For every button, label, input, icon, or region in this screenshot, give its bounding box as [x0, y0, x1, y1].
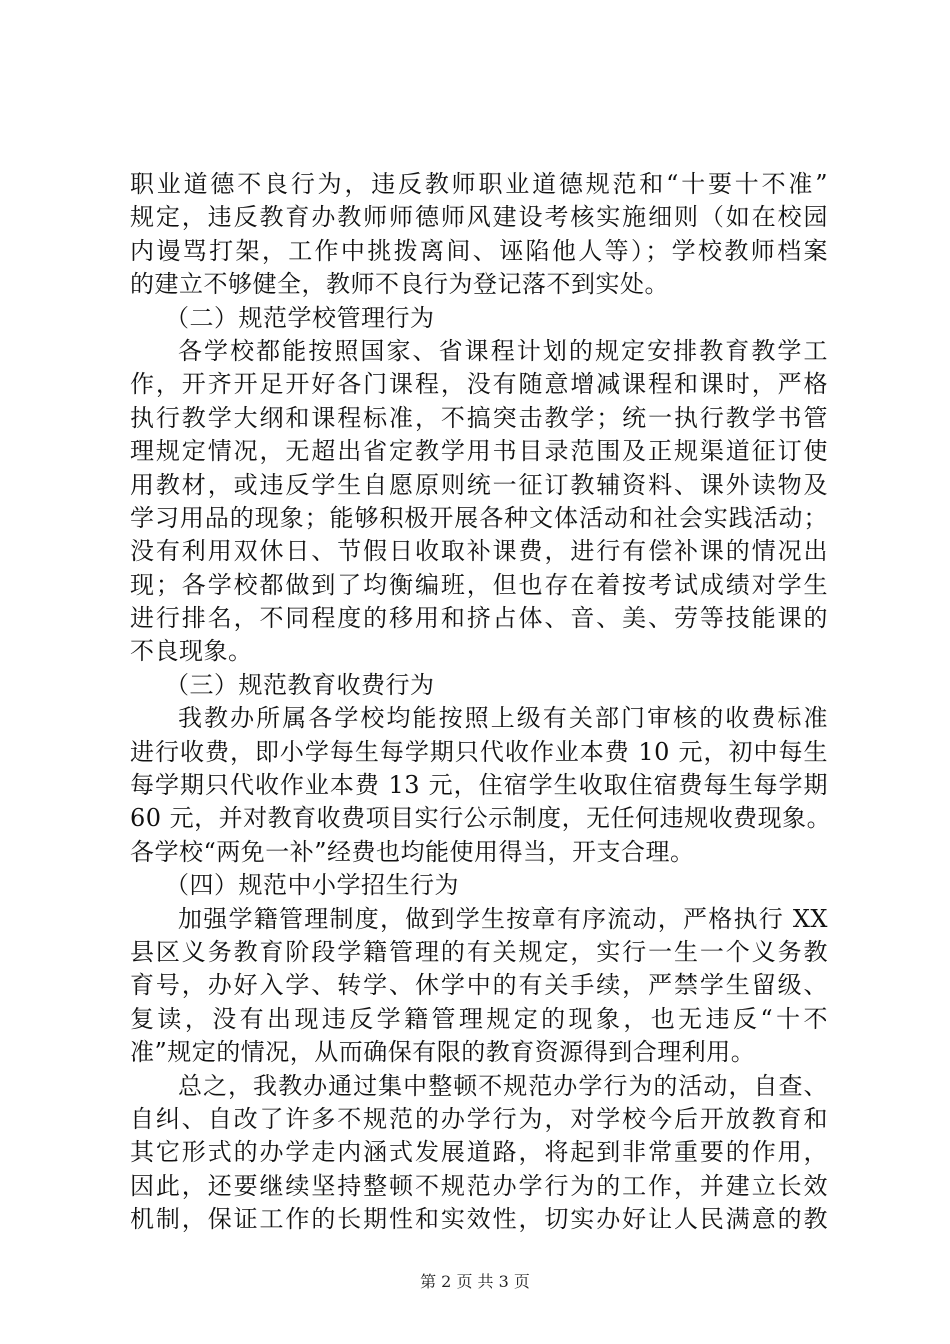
text-line: 没有利用双休日、节假日收取补课费，进行有偿补课的情况出: [130, 537, 828, 566]
section-heading: [130, 669, 828, 702]
paragraph: [130, 702, 832, 869]
paragraph: [130, 335, 828, 669]
text-line: 执行教学大纲和课程标准，不搞突击教学；统一执行教学书管: [130, 403, 828, 432]
text-line: 每学期只代收作业本费 13 元，住宿学生收取住宿费每生每学期: [130, 771, 828, 800]
text-line: 县区义务教育阶段学籍管理的有关规定，实行一生一个义务教: [130, 937, 828, 966]
text-line: 学习用品的现象；能够积极开展各种文体活动和社会实践活动；: [130, 503, 828, 532]
text-line: 复读，没有出现违反学籍管理规定的现象，也无违反“十不: [130, 1004, 828, 1033]
paragraph: [130, 1070, 828, 1237]
paragraph: [130, 168, 828, 302]
heading-line: （二）规范学校管理行为: [165, 303, 435, 332]
text-line: 自纠、自改了许多不规范的办学行为，对学校今后开放教育和: [130, 1104, 828, 1133]
text-line: 内谩骂打架，工作中挑拨离间、诬陷他人等）；学校教师档案: [130, 236, 828, 265]
text-line: 规定，违反教育办教师师德师风建设考核实施细则（如在校园: [130, 203, 828, 232]
text-line: 育号，办好入学、转学、休学中的有关手续，严禁学生留级、: [130, 971, 828, 1000]
text-line: 机制，保证工作的长期性和实效性，切实办好让人民满意的教: [130, 1205, 828, 1234]
text-line: 职业道德不良行为，违反教师职业道德规范和“十要十不准”: [130, 170, 828, 198]
section-heading: [130, 302, 828, 335]
text-line: 的建立不够健全，教师不良行为登记落不到实处。: [130, 270, 669, 299]
text-line: 各学校“两免一补”经费也均能使用得当，开支合理。: [130, 837, 695, 866]
text-line: 进行收费，即小学每生每学期只代收作业本费 10 元，初中每生: [130, 737, 828, 766]
text-line: 因此，还要继续坚持整顿不规范办学行为的工作，并建立长效: [130, 1171, 828, 1200]
page-footer: 第 2 页 共 3 页: [420, 1272, 530, 1291]
text-line: 总之，我教办通过集中整顿不规范办学行为的活动，自查、: [178, 1071, 828, 1100]
text-line: 进行排名，不同程度的移用和挤占体、音、美、劳等技能课的: [130, 604, 828, 633]
text-line: 加强学籍管理制度，做到学生按章有序流动，严格执行 XX: [178, 904, 828, 933]
section-heading: [130, 869, 828, 902]
text-line: 我教办所属各学校均能按照上级有关部门审核的收费标准: [178, 704, 828, 733]
heading-line: （三）规范教育收费行为: [165, 670, 435, 699]
paragraph: [130, 903, 828, 1070]
text-line: 各学校都能按照国家、省课程计划的规定安排教育教学工: [178, 336, 828, 365]
text-line: 其它形式的办学走内涵式发展道路，将起到非常重要的作用，: [130, 1138, 828, 1167]
text-line: 准”规定的情况，从而确保有限的教育资源得到合理利用。: [130, 1038, 756, 1067]
text-line: 现；各学校都做到了均衡编班，但也存在着按考试成绩对学生: [130, 570, 828, 599]
heading-line: （四）规范中小学招生行为: [165, 871, 459, 900]
text-line: 用教材，或违反学生自愿原则统一征订教辅资料、课外读物及: [130, 470, 828, 499]
text-line: 不良现象。: [130, 637, 253, 666]
text-line: 60 元，并对教育收费项目实行公示制度，无任何违规收费现象。: [130, 804, 832, 833]
text-line: 作，开齐开足开好各门课程，没有随意增减课程和课时，严格: [130, 370, 828, 399]
document-body: [130, 168, 832, 1237]
text-line: 理规定情况，无超出省定教学用书目录范围及正规渠道征订使: [130, 437, 828, 466]
